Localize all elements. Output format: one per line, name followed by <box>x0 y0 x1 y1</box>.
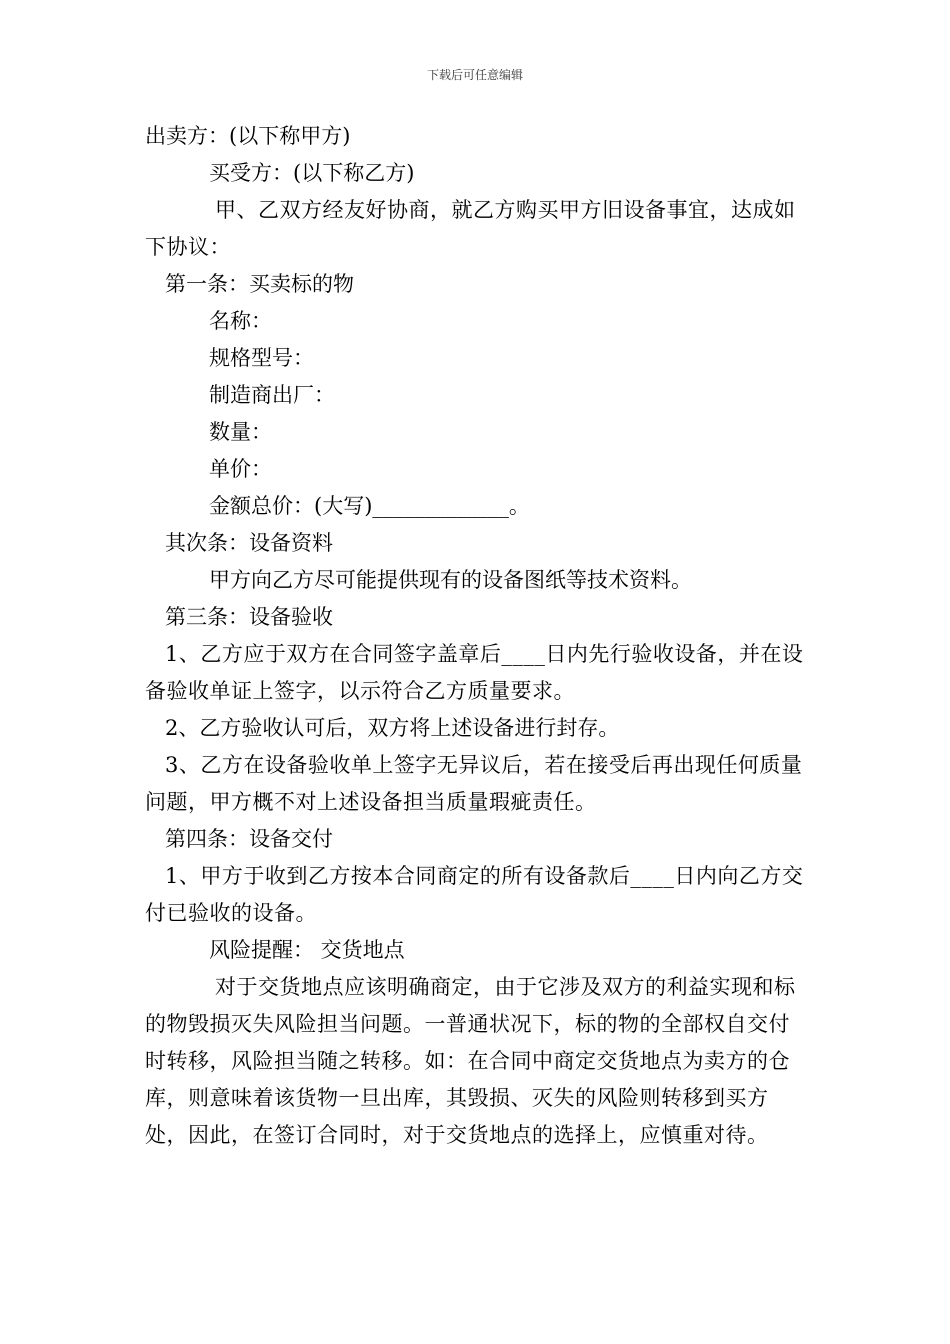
item-total-price: 金额总价：(大写)_____________。 <box>209 494 530 518</box>
contract-body <box>145 118 810 1154</box>
article-3-clause-1: 1、乙方应于双方在合同签字盖章后____日内先行验收设备，并在设备验收单证上签字，以示符合乙方质量要求。 <box>145 642 804 703</box>
article-3-title: 第三条：设备验收 <box>165 605 333 629</box>
item-quantity: 数量： <box>209 420 272 444</box>
article-2-title: 其次条：设备资料 <box>165 531 333 555</box>
article-4-title: 第四条：设备交付 <box>165 827 333 851</box>
article-3-clause-2: 2、乙方验收认可后，双方将上述设备进行封存。 <box>165 716 620 740</box>
item-name: 名称： <box>209 309 272 333</box>
risk-reminder-paragraph: 对于交货地点应该明确商定，由于它涉及双方的利益实现和标的物毁损灭失风险担当问题。一普通状况下，标的物的全部权自交付时转移，风险担当随之转移。如：在合同中商定交货地点为卖方的仓库，则意味着该货物一旦出库，其毁损、灭失的风险则转移到买方处，因此，在签订合同时，对于交货地点的选择上，应慎重对待。 <box>145 975 796 1147</box>
article-4-clause-1: 1、甲方于收到乙方按本合同商定的所有设备款后____日内向乙方交付已验收的设备。 <box>145 864 804 925</box>
seller-line: 出卖方：(以下称甲方) <box>145 124 351 148</box>
article-1-title: 第一条：买卖标的物 <box>165 272 354 296</box>
item-maker: 制造商出厂： <box>209 383 335 407</box>
article-3-clause-3: 3、乙方在设备验收单上签字无异议后，若在接受后再出现任何质量问题，甲方概不对上述设备担当质量瑕疵责任。 <box>145 753 803 814</box>
buyer-line: 买受方：(以下称乙方) <box>209 161 415 185</box>
page-header-note: 下载后可任意编辑 <box>426 68 523 82</box>
article-2-text: 甲方向乙方尽可能提供现有的设备图纸等技术资料。 <box>209 568 692 592</box>
intro-paragraph: 甲、乙双方经友好协商，就乙方购买甲方旧设备事宜，达成如下协议： <box>145 198 796 259</box>
item-unit-price: 单价： <box>209 457 272 481</box>
risk-reminder-title: 风险提醒： 交货地点 <box>209 938 405 962</box>
item-spec: 规格型号： <box>209 346 314 370</box>
